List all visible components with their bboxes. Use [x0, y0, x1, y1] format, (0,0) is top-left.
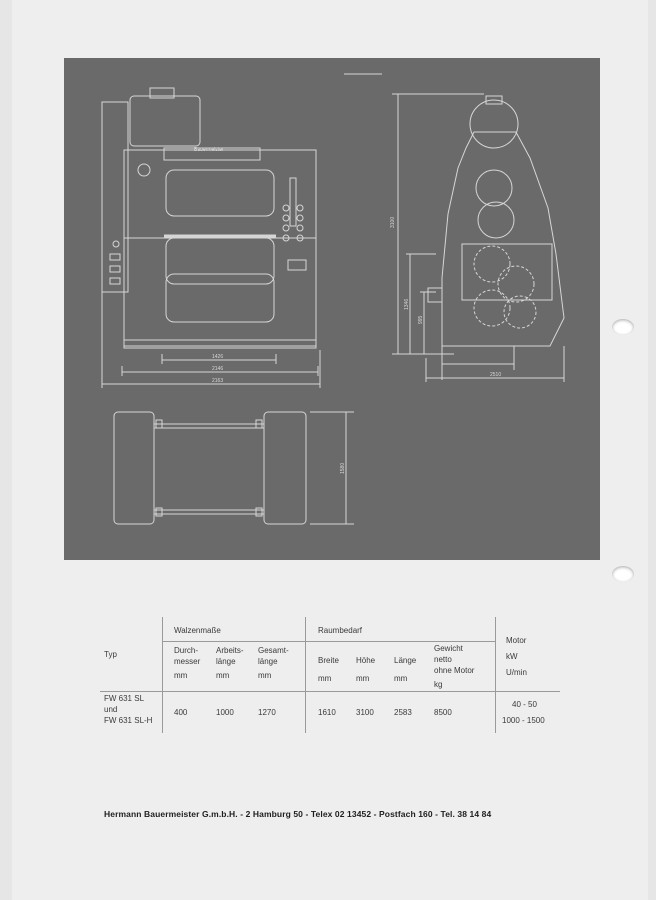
technical-drawing [64, 58, 600, 560]
row-breite: 1610 [318, 708, 336, 717]
header-motor: Motor kW U/min [506, 636, 527, 677]
motor-housing [130, 96, 200, 146]
dim-label-2146: 2146 [212, 366, 224, 372]
dim-label-995: 995 [418, 315, 424, 324]
front-knob-icon [138, 164, 150, 176]
front-frame [124, 150, 316, 346]
dim-label-2163: 2163 [212, 378, 224, 384]
dim-label-3100: 3100 [390, 216, 396, 228]
punch-hole-upper [612, 319, 634, 335]
header-durchmesser: Durch- messer mm [174, 646, 201, 680]
row-laenge: 2583 [394, 708, 412, 717]
row-arbeitslaenge: 1000 [216, 708, 234, 717]
plan-right-end [264, 412, 306, 524]
header-arbeitslaenge: Arbeits- länge mm [216, 646, 244, 680]
side-outlet [428, 288, 442, 302]
row-typ: FW 631 SL und FW 631 SL-H [104, 694, 153, 725]
header-raumbedarf: Raumbedarf [318, 626, 363, 635]
spec-table [100, 617, 560, 737]
header-laenge: Länge mm [394, 656, 417, 683]
header-gewicht: Gewicht netto ohne Motor kg [434, 644, 475, 689]
side-motor [470, 100, 518, 148]
row-motor-rpm: 1000 - 1500 [502, 716, 545, 725]
middle-roller [166, 238, 274, 284]
row-hoehe: 3100 [356, 708, 374, 717]
header-typ: Typ [104, 650, 117, 659]
lower-roller [166, 274, 274, 322]
header-hoehe: Höhe mm [356, 656, 376, 683]
row-gesamtlaenge: 1270 [258, 708, 276, 717]
dim-label-2510: 2510 [490, 372, 502, 378]
upper-roller [166, 170, 274, 216]
control-display [288, 260, 306, 270]
row-durchmesser: 400 [174, 708, 188, 717]
plan-left-end [114, 412, 154, 524]
company-footer: Hermann Bauermeister G.m.b.H. - 2 Hamburg 50 - Telex 02 13452 - Postfach 160 - Tel. 38 14 84 [104, 809, 492, 819]
header-breite: Breite mm [318, 656, 339, 683]
punch-hole-lower [612, 566, 634, 582]
header-gesamtlaenge: Gesamt- länge mm [258, 646, 289, 680]
dim-label-1346: 1346 [404, 298, 410, 310]
machine-drawing-svg [64, 58, 600, 560]
dim-label-1580: 1580 [340, 462, 346, 474]
dim-label-1426: 1426 [212, 354, 224, 360]
side-inner-box [462, 244, 552, 300]
row-gewicht: 8500 [434, 708, 452, 717]
header-walzenmasse: Walzenmaße [174, 626, 221, 635]
side-housing [442, 132, 564, 346]
front-base [124, 340, 316, 348]
brand-plate-label: Bauermeister [194, 147, 224, 153]
control-column-left [290, 178, 296, 226]
plan-roller [154, 428, 264, 510]
row-motor-kw: 40 - 50 [512, 700, 537, 709]
